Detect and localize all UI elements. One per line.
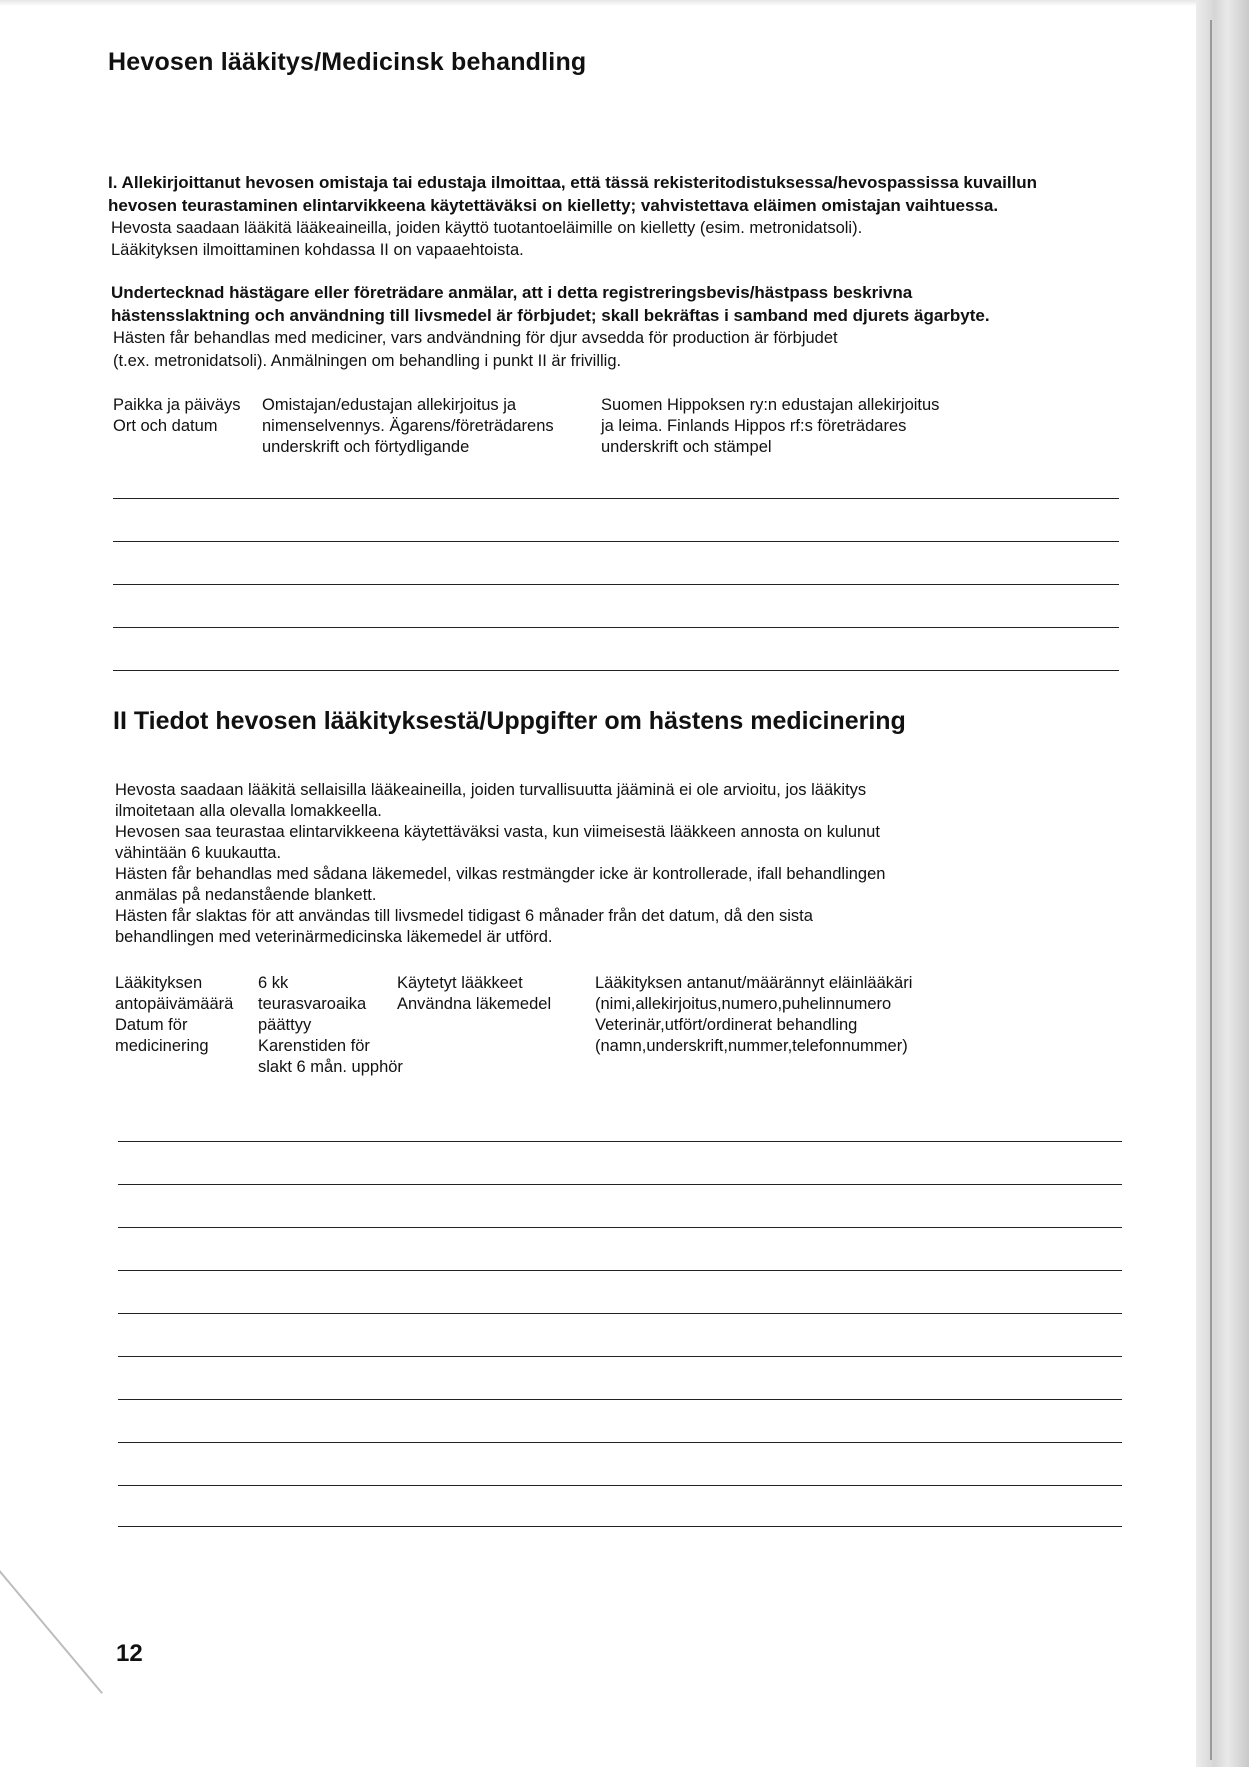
section2-col-medicines: Käytetyt lääkkeet Användna läkemedel [397, 974, 552, 1013]
scan-shadow-top [0, 0, 1200, 6]
section1-col-owner-signature: Omistajan/edustajan allekirjoitus ja nimenselvennys. Ägarens/företrädarens underskrift och förtydligande [262, 396, 554, 456]
medication-entry-line-10[interactable] [118, 1526, 1122, 1527]
medication-entry-line-3[interactable] [118, 1227, 1122, 1228]
signature-line-4[interactable] [113, 627, 1119, 628]
signature-line-5[interactable] [113, 670, 1119, 671]
section1-col-hippos-signature: Suomen Hippoksen ry:n edustajan allekirjoitus ja leima. Finlands Hippos rf:s företrädares underskrift och stämpel [601, 396, 940, 456]
section1-sv-text-1: Hästen får behandlas med mediciner, vars andvändning för djur avsedda för production är förbjudet [113, 329, 838, 347]
section2-col-veterinarian: Lääkityksen antanut/määrännyt eläinlääkäri (nimi,allekirjoitus,numero,puhelinnumero Veterinär,utfört/ordinerat behandling (namn,underskrift,nummer,telefonnummer) [595, 974, 913, 1055]
section1-sv-text-2: (t.ex. metronidatsoli). Anmälningen om behandling i punkt II är frivillig. [113, 352, 622, 370]
section1-col-place-date: Paikka ja päiväys Ort och datum [113, 396, 241, 435]
section2-text-line: Hästen får slaktas för att användas till livsmedel tidigast 6 månader från det datum, då den sista [115, 907, 813, 925]
section2-text-line: behandlingen med veterinärmedicinska läkemedel är utförd. [115, 928, 553, 946]
section1-sv-bold-2: hästensslaktning och användning till livsmedel är förbjudet; skall bekräftas i samband med djurets ägarbyte. [111, 306, 990, 325]
section2-text-line: Hästen får behandlas med sådana läkemedel, vilkas restmängder icke är kontrollerade, ifall behandlingen [115, 865, 886, 883]
section2-heading: II Tiedot hevosen lääkityksestä/Uppgifter om hästens medicinering [113, 707, 906, 735]
page-corner-fold [0, 1570, 103, 1694]
section1-fi-text-2: Lääkityksen ilmoittaminen kohdassa II on vapaaehtoista. [111, 241, 524, 259]
section2-text-line: ilmoitetaan alla olevalla lomakkeella. [115, 802, 382, 820]
medication-entry-line-5[interactable] [118, 1313, 1122, 1314]
page-title: Hevosen lääkitys/Medicinsk behandling [108, 48, 587, 76]
medication-entry-line-1[interactable] [118, 1141, 1122, 1142]
binding-line [1210, 20, 1212, 1760]
section2-col-withdrawal: 6 kk teurasvaroaika päättyy Karenstiden för slakt 6 mån. upphör [258, 974, 403, 1076]
medication-entry-line-6[interactable] [118, 1356, 1122, 1357]
section2-col-date: Lääkityksen antopäivämäärä Datum för medicinering [115, 974, 234, 1055]
signature-line-1[interactable] [113, 498, 1119, 499]
medication-entry-line-9[interactable] [118, 1485, 1122, 1486]
medication-entry-line-8[interactable] [118, 1442, 1122, 1443]
scan-edge-right [1196, 0, 1249, 1767]
signature-line-2[interactable] [113, 541, 1119, 542]
medication-entry-line-2[interactable] [118, 1184, 1122, 1185]
section1-fi-text-1: Hevosta saadaan lääkitä lääkeaineilla, joiden käyttö tuotantoeläimille on kielletty (esim. metronidatsoli). [111, 219, 863, 237]
page-number: 12 [116, 1640, 143, 1667]
section2-text-line: vähintään 6 kuukautta. [115, 844, 282, 862]
section2-text-line: Hevosen saa teurastaa elintarvikkeena käytettäväksi vasta, kun viimeisestä lääkkeen annosta on kulunut [115, 823, 880, 841]
section1-fi-bold-2: hevosen teurastaminen elintarvikkeena käytettäväksi on kielletty; vahvistettava eläimen omistajan vaihtuessa. [108, 196, 999, 215]
signature-line-3[interactable] [113, 584, 1119, 585]
section1-fi-bold-1: I. Allekirjoittanut hevosen omistaja tai edustaja ilmoittaa, että tässä rekisteritodistuksessa/hevospassissa kuvaillun [108, 173, 1038, 192]
medication-entry-line-4[interactable] [118, 1270, 1122, 1271]
section2-text-line: Hevosta saadaan lääkitä sellaisilla lääkeaineilla, joiden turvallisuutta jääminä ei ole arvioitu, jos lääkitys [115, 781, 867, 799]
medication-entry-line-7[interactable] [118, 1399, 1122, 1400]
section2-text-line: anmälas på nedanstående blankett. [115, 886, 377, 904]
section1-sv-bold-1: Undertecknad hästägare eller företrädare anmälar, att i detta registreringsbevis/hästpass beskrivna [111, 283, 913, 302]
